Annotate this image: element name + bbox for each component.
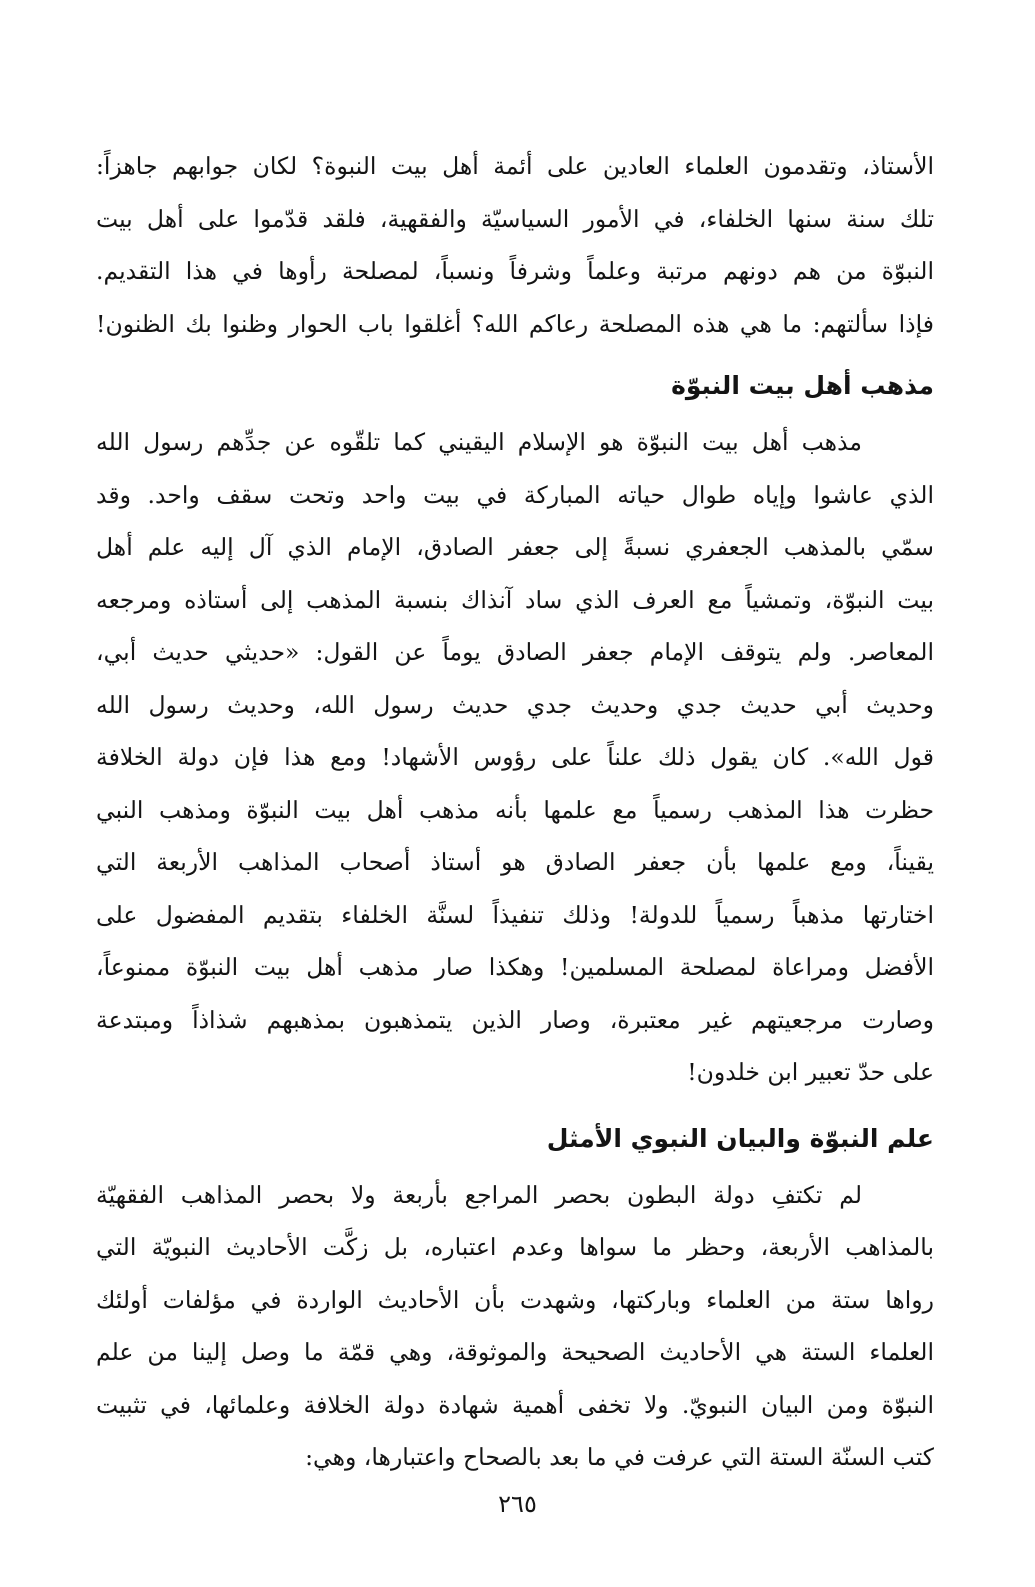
text-line: المعاصر. ولم يتوقف الإمام جعفر الصادق يوماً عن القول: «حديثي حديث أبي،	[96, 638, 934, 666]
text-line: النبوّة ومن البيان النبويّ. ولا تخفى أهمية شهادة دولة الخلافة وعلمائها، في تثبيت	[96, 1390, 934, 1419]
section-heading-madhhab: مذهب أهل بيت النبوّة	[671, 371, 934, 400]
text-line: الأستاذ، وتقدمون العلماء العادين على أئمة أهل بيت النبوة؟ لكان جوابهم جاهزاً:	[96, 152, 934, 180]
text-line: كتب السنّة الستة التي عرفت في ما بعد بالصحاح واعتبارها، وهي:	[305, 1443, 934, 1471]
text-line: العلماء الستة هي الأحاديث الصحيحة والموثوقة، وهي قمّة ما وصل إلينا من علم	[96, 1338, 934, 1366]
text-line: الأفضل ومراعاة لمصلحة المسلمين! وهكذا صار مذهب أهل بيت النبوّة ممنوعاً،	[96, 953, 934, 981]
text-line: حظرت هذا المذهب رسمياً مع علمها بأنه مذهب أهل بيت النبوّة ومذهب النبي	[96, 795, 934, 824]
text-line: تلك سنة سنها الخلفاء، في الأمور السياسيّة والفقهية، فلقد قدّموا على أهل بيت	[96, 204, 934, 233]
text-line: وحديث أبي حديث جدي وحديث جدي حديث رسول الله، وحديث رسول الله	[96, 690, 934, 719]
text-line: بالمذاهب الأربعة، وحظر ما سواها وعدم اعتباره، بل زكَّت الأحاديث النبويّة التي	[96, 1233, 934, 1261]
text-line: فإذا سألتهم: ما هي هذه المصلحة رعاكم الله؟ أغلقوا باب الحوار وظنوا بك الظنون!	[96, 309, 934, 338]
text-line: بيت النبوّة، وتمشياً مع العرف الذي ساد آنذاك بنسبة المذهب إلى أستاذه ومرجعه	[96, 585, 934, 614]
text-line: وصارت مرجعيتهم غير معتبرة، وصار الذين يتمذهبون بمذهبهم شذاذاً ومبتدعة	[96, 1005, 934, 1034]
text-line: رواها ستة من العلماء وباركتها، وشهدت بأن الأحاديث الواردة في مؤلفات أولئك	[96, 1285, 934, 1314]
madhhab-paragraph	[96, 416, 934, 1099]
ilm-paragraph	[96, 1169, 934, 1484]
text-line: اختارتها مذهباً رسمياً للدولة! وذلك تنفيذاً لسنَّة الخلفاء بتقديم المفضول على	[96, 900, 934, 929]
page-body	[96, 140, 934, 1484]
section-heading-ilm: علم النبوّة والبيان النبوي الأمثل	[546, 1123, 934, 1153]
text-line: لم تكتفِ دولة البطون بحصر المراجع بأربعة ولا بحصر المذاهب الفقهيّة	[96, 1180, 862, 1209]
text-line: قول الله». كان يقول ذلك علناً على رؤوس الأشهاد! ومع هذا فإن دولة الخلافة	[96, 743, 934, 771]
page-number: ٢٦٥	[498, 1490, 537, 1518]
text-line: الذي عاشوا وإياه طوال حياته المباركة في بيت واحد وتحت سقف واحد. وقد	[96, 480, 934, 509]
text-line: النبوّة من هم دونهم مرتبة وعلماً وشرفاً ونسباً، لمصلحة رأوها في هذا التقديم.	[96, 257, 934, 285]
text-line: سمّي بالمذهب الجعفري نسبةً إلى جعفر الصادق، الإمام الذي آل إليه علم أهل	[96, 533, 934, 561]
intro-paragraph	[96, 140, 934, 350]
text-line: يقيناً، ومع علمها بأن جعفر الصادق هو أستاذ أصحاب المذاهب الأربعة التي	[96, 848, 934, 876]
text-line: على حدّ تعبير ابن خلدون!	[687, 1058, 934, 1086]
text-line: مذهب أهل بيت النبوّة هو الإسلام اليقيني كما تلقّوه عن جدِّهم رسول الله	[96, 428, 862, 456]
